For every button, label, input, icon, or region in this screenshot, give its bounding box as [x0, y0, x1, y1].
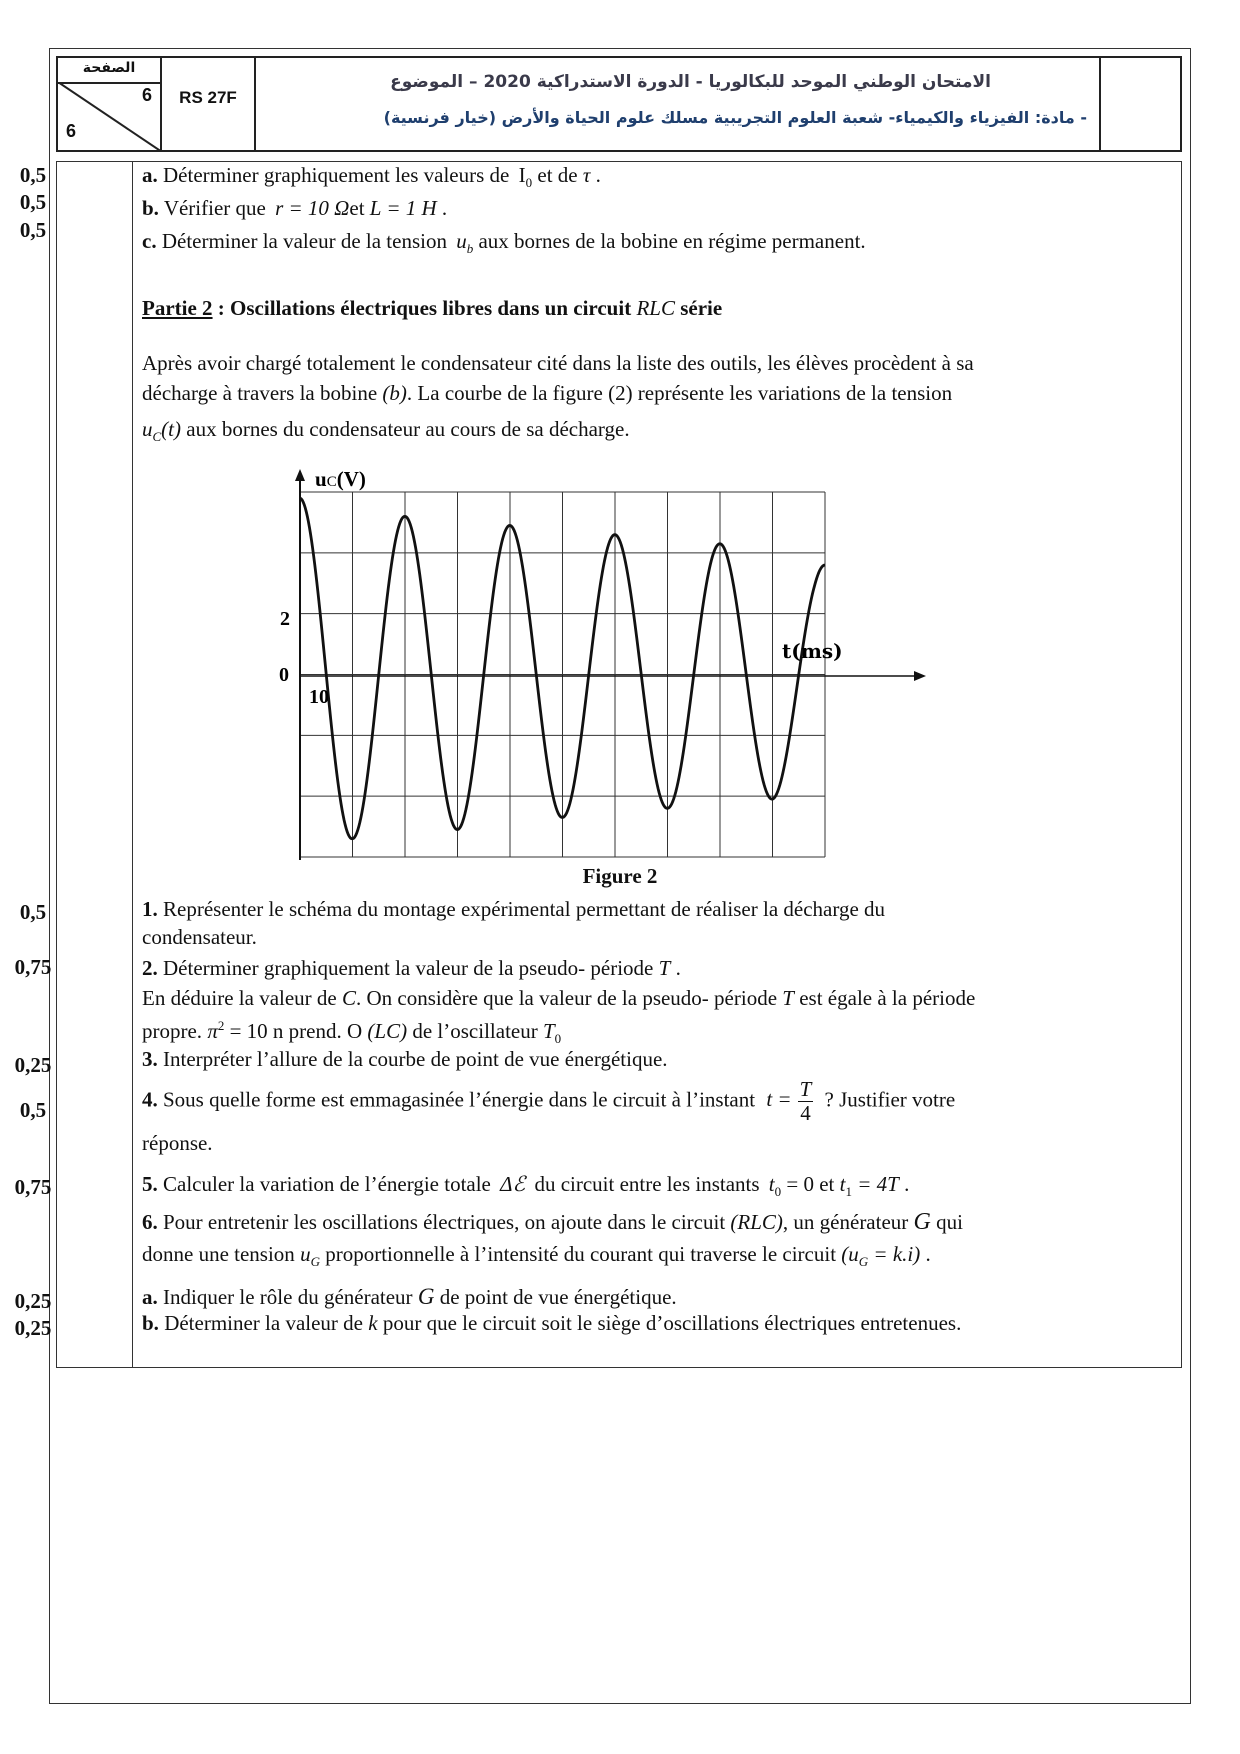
question-6b: b. Déterminer la valeur de k pour que le circuit soit le siège d’oscillations électriques entretenues. [142, 1311, 962, 1335]
exam-code-cell [162, 58, 256, 150]
x-tick-10: 10 [309, 686, 329, 708]
origin-label: 0 [279, 664, 289, 686]
exam-code: RS 27F [179, 88, 237, 107]
page-current: 6 [141, 85, 152, 105]
fraction-t-over-4: $\frac{T}{4}$ [799, 1077, 812, 1126]
question-6a: a. Indiquer le rôle du générateur G de point de vue énergétique. [142, 1284, 677, 1309]
question-part1-b: b. Vérifier que r = 10 Ωet L = 1 H . [142, 196, 448, 220]
page-label: الصفحة [82, 60, 136, 76]
page-total: 6 [66, 121, 77, 141]
score-q4: 0,5 [19, 1098, 47, 1122]
question-5: 5. Calculer la variation de l’énergie totale Δℰ du circuit entre les instants $t_0 = 0$ et $t_1 = 4T$ . [142, 1172, 910, 1199]
page-number-cell [58, 58, 162, 150]
question-2-line1: 2. Déterminer graphiquement la valeur de la pseudo- période T . [142, 956, 681, 980]
part2-intro-line1: Après avoir chargé totalement le condensateur cité dans la liste des outils, les élèves procèdent à sa [142, 351, 974, 375]
part2-intro-line2: décharge à travers la bobine (b). La courbe de la figure (2) représente les variations de la tension [142, 381, 953, 405]
blank-cell [1101, 58, 1182, 150]
question-part1-a: a. Déterminer graphiquement les valeurs de $I_0$ et de τ . [142, 163, 601, 190]
figure2-caption: Figure 2 [582, 864, 658, 888]
score-q5: 0,75 [14, 1175, 52, 1199]
question-2-line3: propre. $\pi^2 = 10$ n prend. O (LC) de l’oscillateur $T_0$ [142, 1018, 562, 1046]
question-1-line2: condensateur. [142, 925, 257, 949]
x-axis-arrow [914, 671, 926, 681]
y-axis-arrow [295, 469, 305, 481]
score-column-divider [132, 162, 133, 1367]
score-q1c: 0,5 [19, 218, 47, 242]
score-q2: 0,75 [14, 955, 52, 979]
question-4-line1: 4. Sous quelle forme est emmagasinée l’énergie dans le circuit à l’instant t = $\frac{T}{4}$ ? Justifier votre [142, 1077, 956, 1126]
y-tick-2: 2 [280, 608, 290, 630]
exam-title-cell [256, 58, 1101, 150]
y-axis-label: uC(V) [315, 467, 366, 491]
question-6-line1: 6. Pour entretenir les oscillations électriques, on ajoute dans le circuit (RLC), un générateur G qui [142, 1209, 963, 1235]
score-q1b: 0,5 [19, 190, 47, 214]
question-1-line1: 1. Représenter le schéma du montage expérimental permettant de réaliser la décharge du [142, 897, 886, 921]
question-3: 3. Interpréter l’allure de la courbe de point de vue énergétique. [142, 1047, 668, 1071]
score-q3: 0,25 [14, 1053, 52, 1077]
x-axis-label: t(ms) [782, 639, 843, 663]
score-q6b: 0,25 [14, 1316, 52, 1340]
exam-title-line2: - مادة: الفيزياء والكيمياء- شعبة العلوم التجريبية مسلك علوم الحياة والأرض (خيار فرنسية) [383, 108, 1087, 127]
score-q1: 0,5 [19, 900, 47, 924]
score-q6a: 0,25 [14, 1289, 52, 1313]
figure2-chart [270, 465, 930, 865]
question-2-line2: En déduire la valeur de C. On considère que la valeur de la pseudo- période T est égale à la période [142, 986, 976, 1010]
exam-title-line1: الامتحان الوطني الموحد للبكالوريا - الدورة الاستدراكية 2020 – الموضوع [390, 72, 991, 92]
question-part1-c: c. Déterminer la valeur de la tension $u_b$ aux bornes de la bobine en régime permanent. [142, 229, 866, 256]
exam-header [56, 56, 1182, 152]
part2-title: Partie 2 : Oscillations électriques libres dans un circuit RLC série [142, 296, 723, 320]
score-q1a: 0,5 [19, 163, 47, 187]
part2-intro-line3: $u_C(t)$ aux bornes du condensateur au cours de sa décharge. [142, 417, 630, 444]
question-6-line2: donne une tension $u_G$ proportionnelle à l’intensité du courant qui traverse le circuit $(u_G = k.i)$ . [142, 1242, 931, 1269]
question-4-line2: réponse. [142, 1131, 213, 1155]
